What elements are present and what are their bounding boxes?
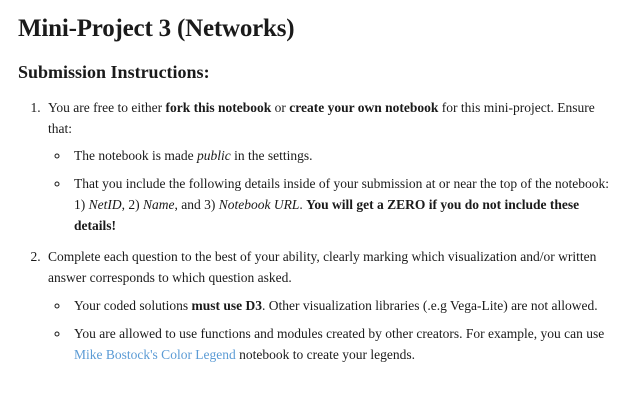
instruction-item-1-text [48,100,595,136]
instruction-item-2 [44,247,622,366]
instruction-item-1 [44,98,622,238]
item-1-bold-fork: fork this notebook [165,99,272,115]
instruction-item-1-sublist [48,146,622,237]
item-1-a-italic-public: public [196,148,231,164]
item-1-part-1: You are free to either [48,99,166,115]
instruction-item-1-b [70,174,622,237]
item-1-b-part-1: That you include the following details inside of your submission at or near the top of the notebook: 1) [74,176,610,213]
item-2-a-part-1: Your coded solutions [74,297,192,313]
item-1-b-italic-netid: NetID [88,197,122,213]
instruction-item-2-a [70,296,622,317]
item-2-b-part-2: notebook to create your legends. [235,346,415,362]
section-heading-submission-instructions: Submission Instructions: [18,62,210,82]
item-1-a-part-2: in the settings. [230,148,313,164]
item-2-b-part-1: You are allowed to use functions and modules created by other creators. For example, you can use [74,325,605,341]
page-title: Mini-Project 3 (Networks) [18,15,295,42]
link-mike-bostock-color-legend[interactable]: Mike Bostock's Color Legend [74,346,236,362]
item-2-a-part-2: . Other visualization libraries (.e.g Vega-Lite) are not allowed. [262,297,598,313]
instruction-item-2-sublist [48,296,622,366]
item-1-b-italic-name: Name [143,197,175,213]
item-1-b-part-4: . [299,197,307,213]
item-1-b-bold-warning: You will get a ZERO if you do not include these details! [74,197,580,234]
item-1-a-part-1: The notebook is made [74,148,197,164]
instruction-item-2-text: Complete each question to the best of your ability, clearly marking which visualization and/or written answer corresponds to which question asked. [48,249,597,286]
item-1-b-part-3: , and 3) [174,197,219,213]
item-1-part-3: for this mini-project. Ensure that: [48,99,595,136]
item-1-part-2: or [271,99,290,115]
item-1-b-part-2: , 2) [121,197,143,213]
instructions-list [18,98,622,366]
item-2-a-bold-d3: must use D3 [191,297,263,313]
instruction-item-2-b [70,324,622,366]
item-1-bold-create: create your own notebook [289,99,439,115]
instruction-item-1-a [70,146,622,167]
item-1-b-italic-notebook-url: Notebook URL [218,197,300,213]
